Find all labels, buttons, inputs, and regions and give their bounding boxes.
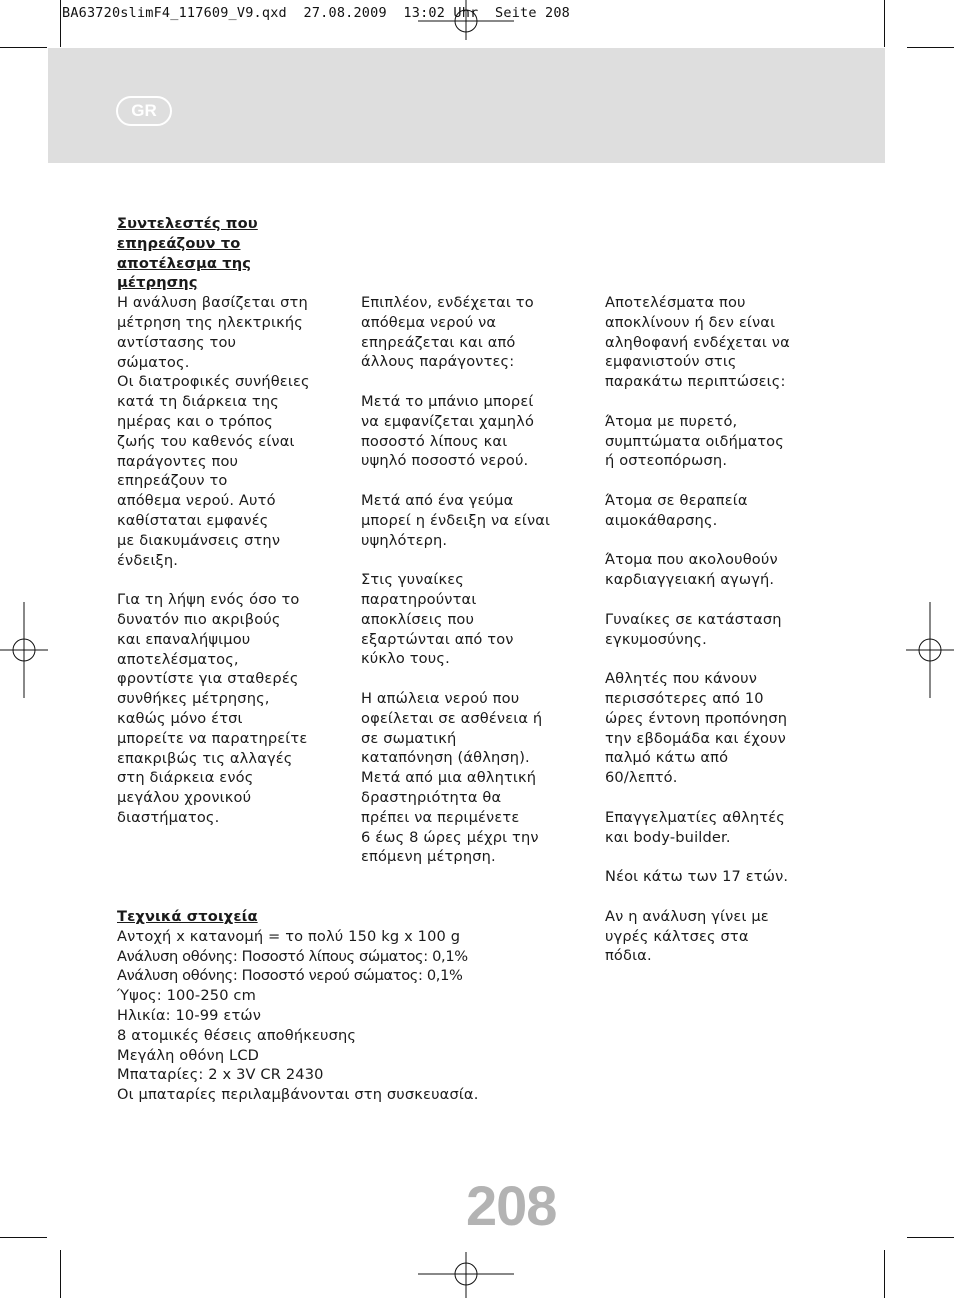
text-line: μπορεί η ένδειξη να είναι [361, 511, 551, 529]
text-line: μέτρηση της ηλεκτρικής [117, 313, 303, 331]
text-line: Οι διατροφικές συνήθειες [117, 373, 310, 391]
text-line: την εβδομάδα και έχουν [605, 729, 786, 747]
text-line [361, 471, 591, 491]
text-line: δραστηριότητα θα [361, 788, 502, 806]
crop-mark [907, 1237, 954, 1238]
text-line [605, 471, 835, 491]
text-line: Αποτελέσματα που [605, 294, 746, 311]
text-line: διαστήματος. [117, 808, 220, 826]
text-line: καρδιαγγειακή αγωγή. [605, 571, 775, 589]
text-line: αντίστασης του [117, 333, 237, 351]
text-line [605, 887, 835, 907]
text-line: ώρες έντονη προπόνηση [605, 709, 788, 727]
text-line: καταπόνηση (άθληση). [361, 749, 530, 767]
text-line: υψηλό ποσοστό νερού. [361, 452, 529, 470]
text-line: περισσότερες από 10 [605, 689, 764, 707]
text-line: Για τη λήψη ενός όσο το [117, 591, 300, 609]
text-line: Επιπλέον, ενδέχεται το [361, 294, 534, 311]
text-line: με διακυμάνσεις στην [117, 531, 281, 549]
crop-mark [884, 1250, 885, 1298]
text-line: ένδειξη. [117, 551, 179, 569]
text-line: μεγάλου χρονικού [117, 789, 252, 807]
text-line: κύκλο τους. [361, 650, 450, 668]
text-line [361, 372, 591, 392]
text-line: άλλους παράγοντες: [361, 353, 515, 371]
registration-mark-top [418, 0, 514, 40]
text-line: Αν η ανάλυση γίνει με [605, 907, 769, 925]
text-line: σε σωματική [361, 729, 457, 747]
paragraph-lines [361, 293, 591, 867]
text-line [361, 669, 591, 689]
registration-mark-right [906, 602, 954, 698]
text-line: απόθεμα νερού να [361, 313, 497, 331]
crop-mark [884, 0, 885, 47]
spec-line: Μπαταρίες: 2 x 3V CR 2430 [117, 1066, 324, 1084]
text-line: Γυναίκες σε κατάσταση [605, 610, 782, 628]
section-heading-factors [117, 214, 347, 293]
text-line: και body-builder. [605, 828, 731, 846]
text-line: Η ανάλυση βασίζεται στη [117, 294, 308, 312]
text-line: συνθήκες μέτρησης, [117, 690, 270, 708]
text-line [117, 570, 347, 590]
text-line: παρακάτω περιπτώσεις: [605, 373, 786, 391]
page-number: 208 [466, 1174, 557, 1237]
text-line [605, 392, 835, 412]
section-heading-technical: Τεχνικά στοιχεία [117, 908, 258, 925]
text-line: Άτομα που ακολουθούν [605, 551, 778, 569]
technical-data [117, 907, 557, 1105]
text-line [605, 590, 835, 610]
text-line: επόμενη μέτρηση. [361, 848, 496, 866]
text-line: υψηλότερη. [361, 531, 448, 549]
column-deviating-results [605, 293, 835, 966]
text-line: πόδια. [605, 947, 652, 965]
spec-line: Ύψος: 100-250 cm [117, 987, 256, 1005]
crop-mark [907, 47, 954, 48]
language-badge: GR [116, 96, 172, 126]
text-line: συμπτώματα οιδήματος [605, 432, 784, 450]
text-line: εγκυμοσύνης. [605, 630, 707, 648]
text-line: δυνατόν πιο ακριβούς [117, 610, 281, 628]
text-line: 6 έως 8 ώρες μέχρι την [361, 828, 539, 846]
text-line: παρατηρούνται [361, 590, 477, 608]
text-line: Μετά από μια αθλητική [361, 769, 537, 787]
text-line: στη διάρκεια ενός [117, 769, 254, 787]
text-line: Η απώλεια νερού που [361, 689, 520, 707]
text-line [605, 649, 835, 669]
text-line: Μετά το μπάνιο μπορεί [361, 392, 534, 410]
text-line: αληθοφανή ενδέχεται να [605, 333, 790, 351]
text-line [605, 788, 835, 808]
heading-line: μέτρησης [117, 274, 198, 292]
text-line: υγρές κάλτσες στα [605, 927, 749, 945]
crop-mark [60, 1250, 61, 1298]
text-line: Επαγγελματίες αθλητές [605, 808, 785, 826]
text-line: να εμφανίζεται χαμηλό [361, 412, 535, 430]
text-line: ζωής του καθενός είναι [117, 432, 295, 450]
text-line: Άτομα με πυρετό, [605, 412, 738, 430]
header-band [48, 48, 885, 163]
print-slug: BA63720slimF4_117609_V9.qxd 27.08.2009 13:02 Uhr Seite 208 [62, 5, 570, 21]
text-line: εξαρτώνται από τον [361, 630, 514, 648]
spec-line: Ανάλυση οθόνης: Ποσοστό νερού σώματος: 0,1% [117, 967, 463, 985]
text-line: επηρεάζεται και από [361, 333, 516, 351]
heading-line: Συντελεστές που [117, 215, 258, 232]
text-line: αποτελέσματος, [117, 650, 239, 668]
text-line: επακριβώς τις αλλαγές [117, 749, 293, 767]
spec-line: Ηλικία: 10-99 ετών [117, 1006, 262, 1024]
heading-line: αποτέλεσμα της [117, 254, 252, 272]
text-line: καθίσταται εμφανές [117, 511, 269, 529]
column-other-factors [361, 293, 591, 867]
text-line: αποκλίσεις που [361, 610, 475, 628]
text-line [605, 531, 835, 551]
text-line: Μετά από ένα γεύμα [361, 491, 514, 509]
text-line: εμφανιστούν στις [605, 353, 737, 371]
text-line [361, 550, 591, 570]
column-factors [117, 214, 347, 828]
text-line: οφείλεται σε ασθένεια ή [361, 709, 543, 727]
crop-mark [60, 0, 61, 47]
spec-line: Αντοχή x κατανομή = το πολύ 150 kg x 100 g [117, 927, 461, 945]
technical-lines [117, 927, 557, 1105]
text-line: παλμό κάτω από [605, 749, 729, 767]
text-line: παράγοντες που [117, 452, 239, 470]
text-line: κατά τη διάρκεια της [117, 393, 279, 411]
text-line: σώματος. [117, 353, 190, 371]
spec-line: Μεγάλη οθόνη LCD [117, 1046, 260, 1064]
text-line: Αθλητές που κάνουν [605, 670, 758, 688]
spec-line: Οι μπαταρίες περιλαμβάνονται στη συσκευασία. [117, 1086, 479, 1104]
text-line [605, 847, 835, 867]
paragraph-lines [605, 293, 835, 966]
text-line: και επαναλήψιμου [117, 630, 251, 648]
text-line: Νέοι κάτω των 17 ετών. [605, 868, 789, 886]
text-line: καθώς μόνο έτσι [117, 709, 243, 727]
text-line: ή οστεοπόρωση. [605, 452, 728, 470]
text-line: πρέπει να περιμένετε [361, 808, 520, 826]
registration-mark-left [0, 602, 48, 698]
text-line: επηρεάζουν το [117, 472, 228, 490]
text-line: μπορείτε να παρατηρείτε [117, 729, 308, 747]
text-line: αιμοκάθαρσης. [605, 511, 718, 529]
text-line: Στις γυναίκες [361, 571, 464, 589]
text-line: φροντίστε για σταθερές [117, 670, 299, 688]
paragraph-lines [117, 293, 347, 828]
crop-mark [0, 1237, 47, 1238]
text-line: αποκλίνουν ή δεν είναι [605, 313, 776, 331]
text-line: ποσοστό λίπους και [361, 432, 508, 450]
crop-mark [0, 47, 47, 48]
registration-mark-bottom [418, 1252, 514, 1298]
text-line: Άτομα σε θεραπεία [605, 491, 748, 509]
text-line: 60/λεπτό. [605, 769, 678, 787]
text-line: ημέρας και ο τρόπος [117, 412, 273, 430]
spec-line: 8 ατομικές θέσεις αποθήκευσης [117, 1026, 357, 1044]
heading-line: επηρεάζουν το [117, 234, 241, 252]
spec-line: Ανάλυση οθόνης: Ποσοστό λίπους σώματος: 0,1% [117, 947, 468, 965]
text-line: απόθεμα νερού. Αυτό [117, 492, 276, 510]
